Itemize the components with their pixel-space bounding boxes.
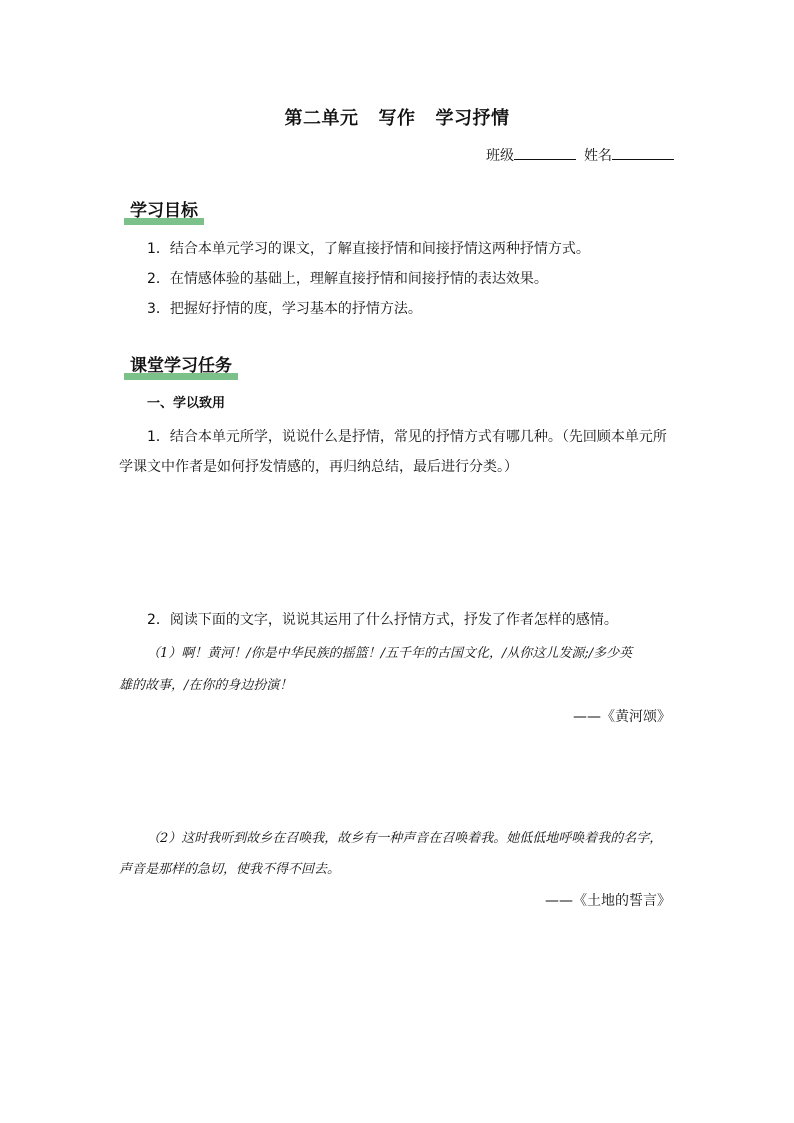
excerpt-1-source: ——《黄河颂》 bbox=[573, 709, 671, 725]
page-title bbox=[0, 104, 794, 130]
subsection-title: 一、学以致用 bbox=[147, 396, 226, 411]
title-topic: 学习抒情 bbox=[435, 108, 510, 129]
question-1-line-1: 1．结合本单元所学，说说什么是抒情，常见的抒情方式有哪几种。（先回顾本单元所 bbox=[147, 429, 667, 445]
goal-item-3: 3．把握好抒情的度，学习基本的抒情方法。 bbox=[147, 301, 422, 317]
excerpt-2-line-2: 声音是那样的急切，使我不得不回去。 bbox=[119, 862, 341, 877]
section-heading-goals: 学习目标 bbox=[124, 196, 204, 221]
goal-item-2: 2．在情感体验的基础上，理解直接抒情和间接抒情的表达效果。 bbox=[147, 271, 548, 287]
class-label: 班级 bbox=[486, 148, 514, 164]
student-info bbox=[486, 145, 674, 165]
excerpt-2-line-1: （2）这时我听到故乡在召唤我，故乡有一种声音在召唤着我。她低低地呼唤着我的名字， bbox=[147, 831, 663, 846]
excerpt-1-line-1: （1）啊！黄河！/你是中华民族的摇篮！/五千年的古国文化，/从你这儿发源;/多少英 bbox=[147, 646, 633, 661]
goal-item-1: 1．结合本单元学习的课文，了解直接抒情和间接抒情这两种抒情方式。 bbox=[147, 241, 590, 257]
name-blank[interactable] bbox=[612, 145, 674, 160]
title-unit: 第二单元 bbox=[284, 108, 359, 129]
excerpt-1-line-2: 雄的故事，/在你的身边扮演！ bbox=[119, 678, 293, 693]
section-heading-tasks: 课堂学习任务 bbox=[124, 351, 238, 376]
excerpt-2-source: ——《土地的誓言》 bbox=[545, 893, 671, 909]
question-1-line-2: 学课文中作者是如何抒发情感的，再归纳总结，最后进行分类。） bbox=[119, 459, 518, 475]
class-blank[interactable] bbox=[514, 145, 576, 160]
title-part: 写作 bbox=[378, 108, 416, 129]
name-label: 姓名 bbox=[584, 148, 612, 164]
question-2: 2．阅读下面的文字，说说其运用了什么抒情方式，抒发了作者怎样的感情。 bbox=[147, 612, 618, 628]
